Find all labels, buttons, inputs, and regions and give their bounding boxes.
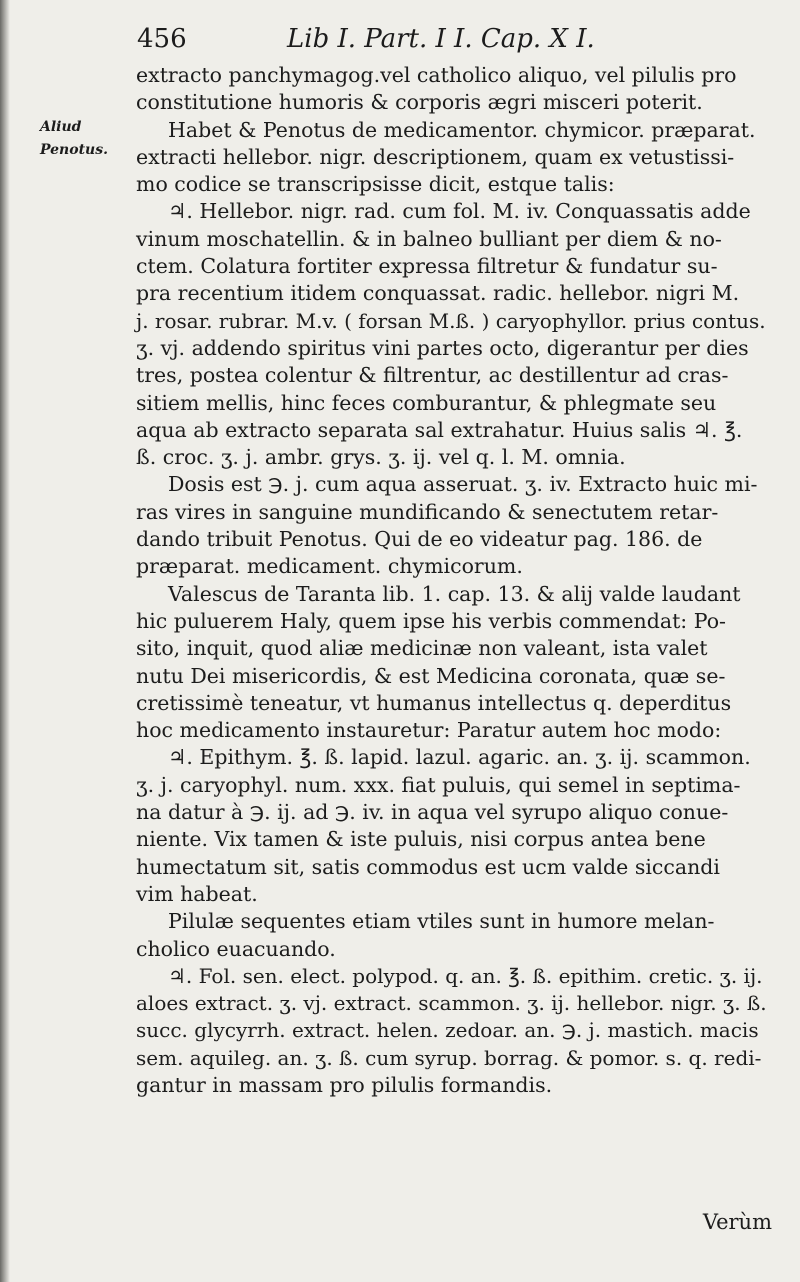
text-line: hoc medicamento instauretur: Paratur autem hoc modo:: [136, 718, 722, 743]
text-line: Valescus de Taranta lib. 1. cap. 13. & alij valde laudant: [168, 581, 741, 606]
text-line: hic puluerem Haly, quem ipse his verbis commendat: Po-: [136, 608, 726, 633]
margin-note-line-1: Aliud: [40, 119, 82, 135]
text-line: dando tribuit Penotus. Qui de eo videatur pag. 186. de: [136, 527, 703, 552]
text-line: aqua ab extracto separata sal extrahatur. Huius salis ♃. ℥.: [136, 417, 743, 442]
text-line: gantur in massam pro pilulis formandis.: [136, 1072, 553, 1097]
text-line: ♃. Fol. sen. elect. polypod. q. an. ℥. ß. epithim. cretic. ʒ. ij.: [168, 963, 763, 988]
running-title: Lib I. Part. I I. Cap. X I.: [287, 24, 595, 54]
margin-note: [40, 116, 136, 162]
text-line: cholico euacuando.: [136, 936, 336, 961]
text-line: niente. Vix tamen & iste puluis, nisi corpus antea bene: [136, 827, 706, 852]
text-line: ras vires in sanguine mundificando & senectutem retar-: [136, 499, 719, 524]
text-line: ♃. Epithym. ℥. ß. lapid. lazul. agaric. an. ʒ. ij. scammon.: [168, 745, 751, 770]
text-line: succ. glycyrrh. extract. helen. zedoar. an. ℈. j. mastich. macis: [136, 1018, 759, 1043]
text-line: vim habeat.: [136, 881, 258, 906]
text-line: præparat. medicament. chymicorum.: [136, 554, 523, 579]
text-line: na datur à ℈. ij. ad ℈. iv. in aqua vel syrupo aliquo conue-: [136, 800, 729, 825]
text-line: cretissimè teneatur, vt humanus intellectus q. deperditus: [136, 690, 732, 715]
text-line: mo codice se transcripsisse dicit, estque talis:: [136, 172, 615, 197]
text-line: ʒ. vj. addendo spiritus vini partes octo, digerantur per dies: [136, 335, 749, 360]
text-line: ctem. Colatura fortiter expressa filtretur & fundatur su-: [136, 254, 718, 279]
text-line: tres, postea colentur & filtrentur, ac destillentur ad cras-: [136, 363, 729, 388]
binding-gutter: [0, 0, 10, 1282]
text-line: ʒ. j. caryophyl. num. xxx. fiat puluis, qui semel in septima-: [136, 772, 741, 797]
page-number: 456: [137, 24, 187, 54]
text-line: aloes extract. ʒ. vj. extract. scammon. ʒ. ij. hellebor. nigr. ʒ. ß.: [136, 991, 767, 1016]
body-text: [136, 62, 770, 1099]
text-line: Habet & Penotus de medicamentor. chymicor. præparat.: [168, 117, 756, 142]
text-line: humectatum sit, satis commodus est ucm valde siccandi: [136, 854, 720, 879]
text-line: j. rosar. rubrar. M.v. ( forsan M.ß. ) caryophyllor. prius contus.: [136, 308, 766, 333]
text-line: sito, inquit, quod aliæ medicinæ non valeant, ista valet: [136, 636, 708, 661]
text-line: extracti hellebor. nigr. descriptionem, quam ex vetustissi-: [136, 144, 735, 169]
text-line: constitutione humoris & corporis ægri misceri poterit.: [136, 90, 703, 115]
text-line: ♃. Hellebor. nigr. rad. cum fol. M. iv. Conquassatis adde: [168, 199, 751, 224]
catchword: Verùm: [702, 1210, 772, 1234]
text-line: extracto panchymagog.vel catholico aliquo, vel pilulis pro: [136, 63, 737, 87]
text-line: sem. aquileg. an. ʒ. ß. cum syrup. borrag. & pomor. s. q. redi-: [136, 1045, 762, 1070]
page-header: [137, 24, 760, 64]
text-line: ß. croc. ʒ. j. ambr. grys. ʒ. ij. vel q. l. M. omnia.: [136, 445, 626, 470]
text-line: sitiem mellis, hinc feces comburantur, & phlegmate seu: [136, 390, 717, 415]
text-line: Dosis est ℈. j. cum aqua asseruat. ʒ. iv. Extracto huic mi-: [168, 472, 758, 497]
text-line: nutu Dei misericordis, & est Medicina coronata, quæ se-: [136, 663, 726, 688]
text-line: vinum moschatellin. & in balneo bulliant per diem & no-: [136, 226, 722, 251]
text-line: Pilulæ sequentes etiam vtiles sunt in humore melan-: [168, 909, 715, 934]
text-line: pra recentium itidem conquassat. radic. hellebor. nigri M.: [136, 281, 740, 306]
margin-note-line-2: Penotus.: [40, 142, 108, 158]
